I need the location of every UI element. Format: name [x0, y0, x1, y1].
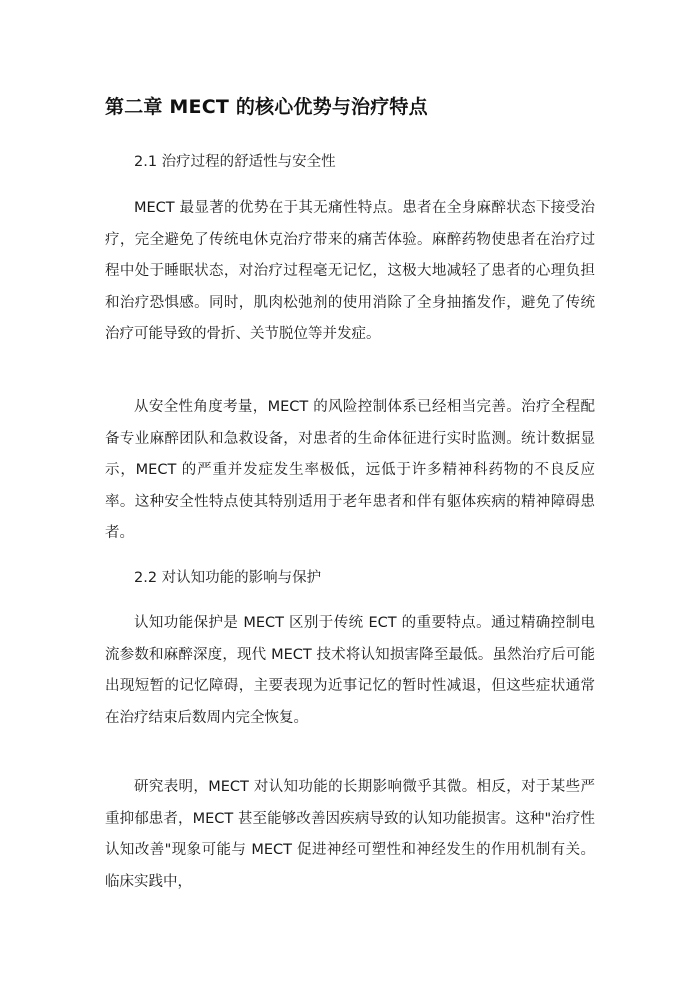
- paragraph-2-2-2: 研究表明，MECT 对认知功能的长期影响微乎其微。相反，对于某些严重抑郁患者，MECT 甚至能够改善因疾病导致的认知功能损害。这种"治疗性认知改善"现象可能与 MECT 促进神经可塑性和神经发生的作用机制有关。临床实践中，: [105, 779, 595, 890]
- paragraph-2-2-1: 认知功能保护是 MECT 区别于传统 ECT 的重要特点。通过精确控制电流参数和麻醉深度，现代 MECT 技术将认知损害降至最低。虽然治疗后可能出现短暂的记忆障碍，主要表现为近事记忆的暂时性减退，但这些症状通常在治疗结束后数周内完全恢复。: [105, 615, 595, 726]
- paragraph-2-1-1: MECT 最显著的优势在于其无痛性特点。患者在全身麻醉状态下接受治疗，完全避免了传统电休克治疗带来的痛苦体验。麻醉药物使患者在治疗过程中处于睡眠状态，对治疗过程毫无记忆，这极大地减轻了患者的心理负担和治疗恐惧感。同时，肌肉松弛剂的使用消除了全身抽搐发作，避免了传统治疗可能导致的骨折、关节脱位等并发症。: [105, 200, 595, 343]
- section-title-2-2: 2.2 对认知功能的影响与保护: [134, 570, 322, 586]
- paragraph-2-1-2: 从安全性角度考量，MECT 的风险控制体系已经相当完善。治疗全程配备专业麻醉团队和急救设备，对患者的生命体征进行实时监测。统计数据显示，MECT 的严重并发症发生率极低，远低于许多精神科药物的不良反应率。这种安全性特点使其特别适用于老年患者和伴有躯体疾病的精神障碍患者。: [105, 399, 595, 542]
- chapter-title: 第二章 MECT 的核心优势与治疗特点: [105, 96, 428, 118]
- section-title-2-1: 2.1 治疗过程的舒适性与安全性: [134, 154, 336, 170]
